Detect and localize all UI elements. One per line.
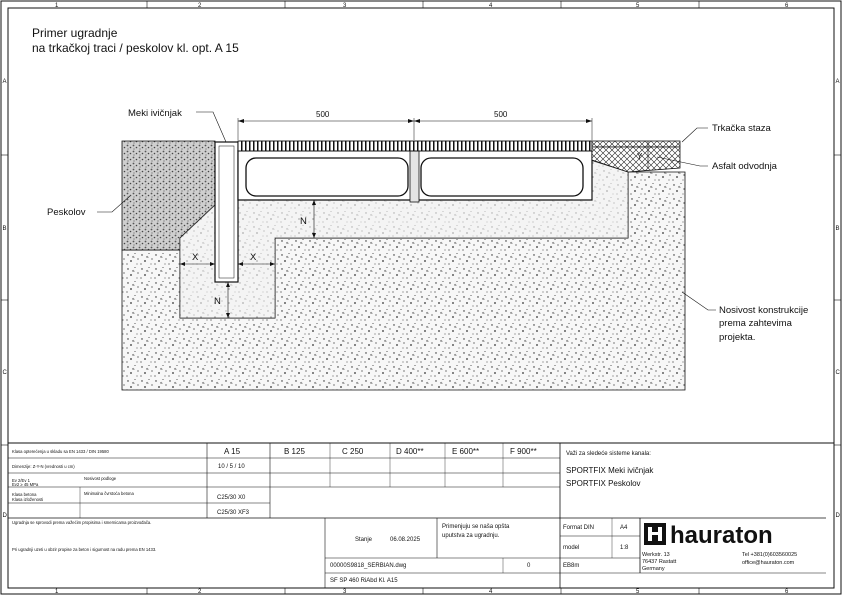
col-4-bottom: 4 <box>489 589 493 595</box>
table-dim-label: Dimenzije: Z-Y-N (vrednosti u cm) <box>12 464 75 469</box>
label-asfalt: Asfalt odvodnja <box>712 161 777 172</box>
model-label: model <box>563 545 580 551</box>
drawing-code: SF SP 460 RiAbd Kl. A15 <box>330 578 398 584</box>
dim-y: Y <box>637 152 643 161</box>
row-b-left: B <box>2 226 7 232</box>
col-3-bottom: 3 <box>343 589 347 595</box>
col-5-top: 5 <box>636 3 640 9</box>
dimension-top <box>238 110 592 140</box>
table-ev-b: Ev2 ≥ 45 MPa <box>12 482 39 487</box>
hauraton-logo <box>644 522 773 549</box>
primenjuju-1: Primenjuju se naša opšta <box>442 524 510 530</box>
primenjuju-2: uputstva za ugradnju. <box>442 533 500 539</box>
col-6-top: 6 <box>785 3 789 9</box>
page-number: 0 <box>527 563 531 569</box>
table-beton-a: Klasa betona <box>12 492 37 497</box>
label-trkacka-staza: Trkačka staza <box>712 123 771 134</box>
ebbe-code: EB8m <box>563 563 580 569</box>
dim-left-500: 500 <box>316 110 330 119</box>
model-value: 1:8 <box>620 545 629 551</box>
class-d400: D 400** <box>396 447 424 456</box>
dim-x-right: X <box>250 252 257 263</box>
table-dim-value: 10 / 5 / 10 <box>218 464 245 470</box>
row-a-right: A <box>835 79 840 85</box>
phone: Tel +381(0)603560025 <box>742 552 798 558</box>
table-beton-c: Minimalna čvrstoća betona <box>84 491 134 496</box>
address-3: Germany <box>642 566 665 572</box>
col-3-top: 3 <box>343 3 347 9</box>
row-d-right: D <box>835 513 840 519</box>
label-nosivost-1: Nosivost konstrukcije <box>719 305 809 316</box>
label-meki-ivicnjak: Meki ivičnjak <box>128 108 182 119</box>
class-e600: E 600** <box>452 447 480 456</box>
dim-n-bottom: N <box>214 296 221 307</box>
table-class-label: Klasa opterećenja u skladu sa EN 1433 / DIN 19580 <box>12 449 109 454</box>
system-label: Važi za sledeće sisteme kanala: <box>566 451 651 457</box>
stanje-date: 06.08.2025 <box>390 537 421 543</box>
row-c-right: C <box>835 370 840 376</box>
email: office@hauraton.com <box>742 560 795 566</box>
col-6-bottom: 6 <box>785 589 789 595</box>
system-2: SPORTFIX Peskolov <box>566 479 641 488</box>
drainage-channel <box>238 141 592 202</box>
note-2: Pri ugradnji uzeti u obzir propise za beton i sigurnost na radu prema EN 1433. <box>12 547 157 552</box>
title-line-1: Primer ugradnje <box>32 26 118 40</box>
track-surface <box>592 141 680 147</box>
file-name: 00000S9818_SERBIAN.dwg <box>330 563 407 569</box>
row-a-left: A <box>2 79 7 85</box>
company-name: hauraton <box>670 522 773 549</box>
col-4-top: 4 <box>489 3 493 9</box>
soft-curb <box>215 142 238 282</box>
row-c-left: C <box>2 370 7 376</box>
col-2-top: 2 <box>198 3 202 9</box>
label-peskolov: Peskolov <box>47 207 86 218</box>
system-1: SPORTFIX Meki ivičnjak <box>566 466 654 475</box>
dim-n-channel: N <box>300 216 307 227</box>
format-label: Format DIN <box>563 525 595 531</box>
class-f900: F 900** <box>510 447 537 456</box>
class-a15: A 15 <box>224 447 241 456</box>
class-c250: C 250 <box>342 447 364 456</box>
row-d-left: D <box>2 513 7 519</box>
address-1: Werkstr. 13 <box>642 552 670 558</box>
spec-table <box>8 443 834 588</box>
dim-right-500: 500 <box>494 110 508 119</box>
col-5-bottom: 5 <box>636 589 640 595</box>
table-c25-xf3: C25/30 XF3 <box>217 510 250 516</box>
label-nosivost-2: prema zahtevima <box>719 318 792 329</box>
col-1-top: 1 <box>55 3 59 9</box>
col-1-bottom: 1 <box>55 589 59 595</box>
address-2: 76437 Rastatt <box>642 559 677 565</box>
table-beton-b: Klasa izloženosti <box>12 497 44 502</box>
table-ev-c: Nosivost podloge <box>84 476 117 481</box>
row-b-right: B <box>835 226 840 232</box>
title-line-2: na trkačkoj traci / peskolov kl. opt. A 15 <box>32 41 239 55</box>
note-1: Ugradnja se sprovodi prema važećim propisima i smernicama proizvođača. <box>12 520 152 525</box>
table-ev-a: Ev 2/Ev 1 <box>12 478 30 483</box>
dim-x-left: X <box>192 252 199 263</box>
grate <box>238 141 592 151</box>
table-c25-x0: C25/30 X0 <box>217 495 246 501</box>
col-2-bottom: 2 <box>198 589 202 595</box>
stanje-label: Stanje <box>355 537 373 543</box>
class-b125: B 125 <box>284 447 305 456</box>
label-nosivost-3: projekta. <box>719 332 756 343</box>
format-value: A4 <box>620 525 628 531</box>
